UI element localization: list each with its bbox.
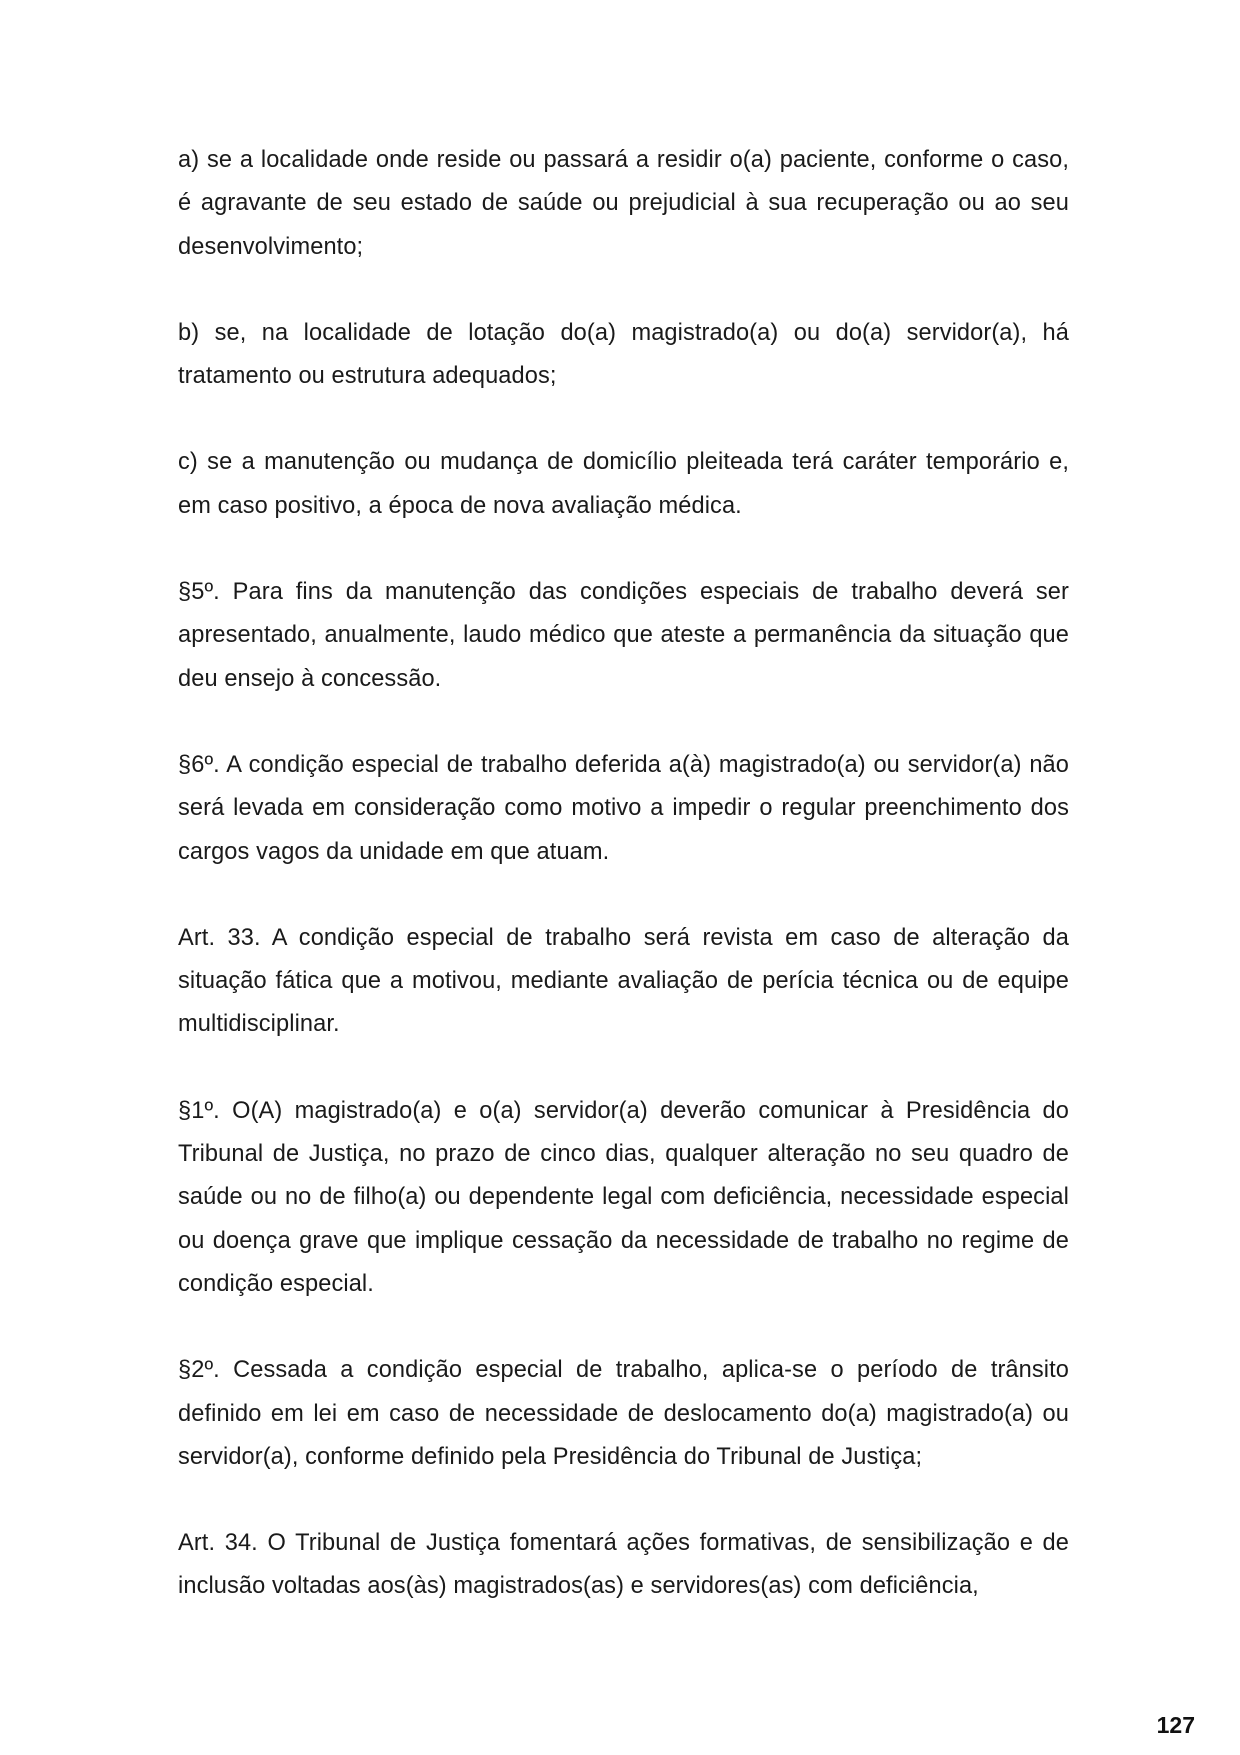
paragraph-item-b: b) se, na localidade de lotação do(a) magistrado(a) ou do(a) servidor(a), há tratamento ou estrutura adequados; [178,319,1069,390]
paragraph-section-5: §5º. Para fins da manutenção das condições especiais de trabalho deverá ser apresentado, anualmente, laudo médico que ateste a permanência da situação que deu ensejo à concessão. [178,579,1069,692]
paragraph-section-2: §2º. Cessada a condição especial de trabalho, aplica-se o período de trânsito definido em lei em caso de necessidade de deslocamento do(a) magistrado(a) ou servidor(a), conforme definido pela Presidência do Tribunal de Justiça; [178,1357,1069,1470]
document-body [178,139,1069,1652]
paragraph-section-1: §1º. O(A) magistrado(a) e o(a) servidor(a) deverão comunicar à Presidência do Tribunal de Justiça, no prazo de cinco dias, qualquer alteração no seu quadro de saúde ou no de filho(a) ou dependente legal com deficiência, necessidade especial ou doença grave que implique cessação da necessidade de trabalho no regime de condição especial. [178,1097,1069,1297]
paragraph-article-33: Art. 33. A condição especial de trabalho será revista em caso de alteração da situação fática que a motivou, mediante avaliação de perícia técnica ou de equipe multidisciplinar. [178,924,1069,1038]
paragraph-article-34: Art. 34. O Tribunal de Justiça fomentará ações formativas, de sensibilização e de inclusão voltadas aos(às) magistrados(as) e servidores(as) com deficiência, [178,1530,1069,1600]
paragraph-item-c: c) se a manutenção ou mudança de domicílio pleiteada terá caráter temporário e, em caso positivo, a época de nova avaliação médica. [178,449,1069,519]
paragraph-section-6: §6º. A condição especial de trabalho deferida a(à) magistrado(a) ou servidor(a) não será levada em consideração como motivo a impedir o regular preenchimento dos cargos vagos da unidade em que atuam. [178,751,1069,865]
page-number: 127 [1156,1712,1195,1738]
paragraph-item-a: a) se a localidade onde reside ou passará a residir o(a) paciente, conforme o caso, é agravante de seu estado de saúde ou prejudicial à sua recuperação ou ao seu desenvolvimento; [178,147,1069,260]
